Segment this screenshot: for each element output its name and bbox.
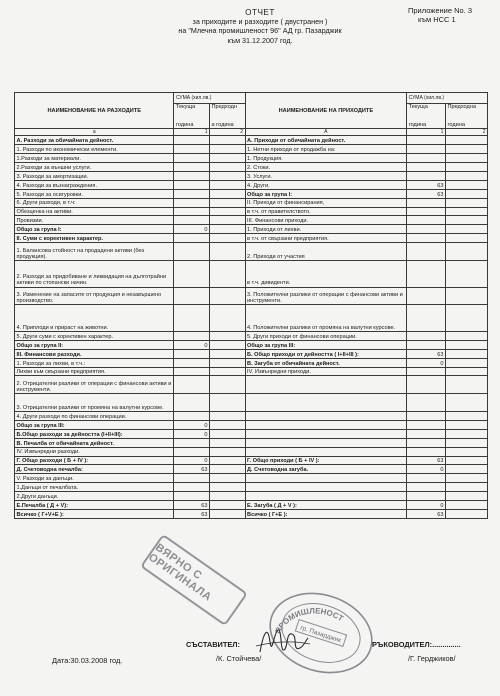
expenses-prev-year-header: Предходн а година <box>210 104 246 129</box>
income-current <box>407 287 446 305</box>
expense-label: 4. Приплоди и прираст на животни. <box>15 305 174 332</box>
income-current <box>407 198 446 207</box>
income-label: 3. Положителни разлики от операции с финансови активи и инструменти. <box>245 287 407 305</box>
income-label: 1. Нетни приходи от продажба на: <box>245 145 407 154</box>
income-previous <box>445 234 487 243</box>
expense-current <box>174 163 210 172</box>
expense-current <box>174 474 210 483</box>
income-current: 63 <box>407 509 446 518</box>
income-previous <box>445 198 487 207</box>
table-row <box>15 198 488 207</box>
income-label <box>245 412 407 421</box>
table-row <box>15 500 488 509</box>
income-current <box>407 163 446 172</box>
income-previous <box>445 305 487 332</box>
table-row <box>15 438 488 447</box>
expense-label: 1.Данъци от печалбата. <box>15 483 174 492</box>
expense-current <box>174 394 210 412</box>
expense-label: IV. Извънредни разходи. <box>15 447 174 456</box>
income-previous <box>445 340 487 349</box>
expense-current <box>174 154 210 163</box>
income-previous <box>445 349 487 358</box>
income-current-year-header: Текуща година <box>407 104 446 129</box>
income-header: НАИМЕНОВАНИЕ НА ПРИХОДИТЕ <box>245 93 407 129</box>
income-previous <box>445 465 487 474</box>
income-label: в т.ч. дивиденти. <box>245 260 407 287</box>
table-row <box>15 474 488 483</box>
report-date: Дата:30.03.2008 год. <box>52 656 123 665</box>
title-line-4: към 31.12.2007 год. <box>227 35 293 45</box>
expense-previous <box>210 429 246 438</box>
expense-current <box>174 438 210 447</box>
expense-previous <box>210 412 246 421</box>
income-current: 63 <box>407 189 446 198</box>
income-previous <box>445 394 487 412</box>
col-index-2-right: 2 <box>445 129 487 136</box>
table-row <box>15 367 488 376</box>
income-label: IV. Извънредни приходи. <box>245 367 407 376</box>
table-row <box>15 180 488 189</box>
table-row <box>15 171 488 180</box>
expense-current <box>174 180 210 189</box>
expense-previous <box>210 287 246 305</box>
expense-current <box>174 145 210 154</box>
expense-label: Провизии. <box>15 216 174 225</box>
expense-label: Общо за група III: <box>15 420 174 429</box>
expense-previous <box>210 180 246 189</box>
expense-label: 5. Разходи за осигуровки. <box>15 189 174 198</box>
income-current <box>407 474 446 483</box>
expense-label: II. Суми с корективен характер. <box>15 234 174 243</box>
table-row <box>15 456 488 465</box>
expense-label: 2.Други данъци. <box>15 492 174 501</box>
income-previous <box>445 447 487 456</box>
expense-previous <box>210 340 246 349</box>
expense-current <box>174 349 210 358</box>
table-row <box>15 420 488 429</box>
expense-label: 1.Разходи за материали. <box>15 154 174 163</box>
expense-previous <box>210 420 246 429</box>
income-current <box>407 376 446 394</box>
income-previous <box>445 456 487 465</box>
expense-label: Г. Общо разходи ( Б + IV ): <box>15 456 174 465</box>
expense-previous <box>210 447 246 456</box>
expenses-current-year-header: Текуща година <box>174 104 210 129</box>
income-label: Общо за група I: <box>245 189 407 198</box>
expense-previous <box>210 438 246 447</box>
expense-current <box>174 367 210 376</box>
income-label: Е. Загуба ( Д + V ): <box>245 500 407 509</box>
income-label: 3. Услуги. <box>245 171 407 180</box>
income-label: 1. Приходи от лихви. <box>245 225 407 234</box>
income-statement-table <box>14 92 488 519</box>
col-index-a: а <box>15 129 174 136</box>
income-label <box>245 429 407 438</box>
expense-label: Общо за група I: <box>15 225 174 234</box>
manager-name: /Г. Герджиков/ <box>408 654 456 663</box>
income-current: 63 <box>407 456 446 465</box>
income-label: Б. Общо приходи от дейността ( I+II+III ): <box>245 349 407 358</box>
income-prev-year-header: Предходна година <box>445 104 487 129</box>
expense-previous <box>210 216 246 225</box>
expense-previous <box>210 154 246 163</box>
expense-previous <box>210 465 246 474</box>
table-row <box>15 225 488 234</box>
expense-label: 3. Разходи за амортизации. <box>15 171 174 180</box>
expense-previous <box>210 394 246 412</box>
income-label: 2. Стоки. <box>245 163 407 172</box>
expense-current <box>174 287 210 305</box>
document-header <box>0 0 500 70</box>
seal-top-text: ПРОМИШЛЕНОСТ <box>273 606 345 636</box>
table-row <box>15 145 488 154</box>
income-current <box>407 447 446 456</box>
income-current <box>407 216 446 225</box>
income-label: 2. Приходи от участия <box>245 243 407 261</box>
title-line-1: ОТЧЕТ <box>245 8 275 17</box>
income-previous <box>445 189 487 198</box>
expense-current: 0 <box>174 429 210 438</box>
table-row <box>15 305 488 332</box>
income-current <box>407 420 446 429</box>
income-previous <box>445 376 487 394</box>
income-current <box>407 483 446 492</box>
table-row <box>15 394 488 412</box>
income-current <box>407 243 446 261</box>
income-previous <box>445 180 487 189</box>
table-row <box>15 447 488 456</box>
expense-label: 3. Изменение на запасите от продукция и незавършено производство. <box>15 287 174 305</box>
expense-current <box>174 305 210 332</box>
table-row <box>15 349 488 358</box>
expense-previous <box>210 243 246 261</box>
income-current <box>407 412 446 421</box>
table-row <box>15 340 488 349</box>
expense-label: Лихви към свързани предприятия. <box>15 367 174 376</box>
expense-label: В. Печалба от обичайната дейност. <box>15 438 174 447</box>
expense-label: А. Разходи за обичайната дейност. <box>15 136 174 145</box>
expense-label: 3. Отрицателни разлики от промяна на валутни курсове. <box>15 394 174 412</box>
expense-label: 2. Разходи за придобиване и ликвидация на дълготрайни активи по стопански начин. <box>15 260 174 287</box>
income-previous <box>445 358 487 367</box>
manager-label: РЪКОВОДИТЕЛ:.............. <box>372 640 461 649</box>
expense-current <box>174 332 210 341</box>
income-current: 0 <box>407 465 446 474</box>
income-current: 0 <box>407 500 446 509</box>
table-row <box>15 189 488 198</box>
income-previous <box>445 243 487 261</box>
expense-label: 2.Разходи за външни услуги. <box>15 163 174 172</box>
table-row <box>15 234 488 243</box>
income-current: 0 <box>407 358 446 367</box>
expense-label: 4. Други разходи по финансови операции. <box>15 412 174 421</box>
income-previous <box>445 500 487 509</box>
income-label <box>245 438 407 447</box>
table-row <box>15 243 488 261</box>
income-previous <box>445 509 487 518</box>
expense-current <box>174 216 210 225</box>
table-row <box>15 429 488 438</box>
compiler-label: СЪСТАВИТЕЛ: <box>186 640 240 649</box>
expense-label: 1. Разходи по икономически елементи. <box>15 145 174 154</box>
expense-previous <box>210 145 246 154</box>
expense-previous <box>210 474 246 483</box>
income-label: III. Финансови приходи. <box>245 216 407 225</box>
expense-current: 63 <box>174 509 210 518</box>
expense-previous <box>210 483 246 492</box>
expense-current <box>174 234 210 243</box>
table-row <box>15 216 488 225</box>
expense-previous <box>210 260 246 287</box>
expense-label: 4. Разходи за възнаграждения. <box>15 180 174 189</box>
income-current <box>407 438 446 447</box>
expense-current <box>174 198 210 207</box>
income-previous <box>445 260 487 287</box>
income-current: 63 <box>407 349 446 358</box>
expenses-header: НАИМЕНОВАНИЕ НА РАЗХОДИТЕ <box>15 93 174 129</box>
expense-label: Д. Счетоводна печалба: <box>15 465 174 474</box>
expense-previous <box>210 207 246 216</box>
expense-previous <box>210 332 246 341</box>
income-previous <box>445 225 487 234</box>
expense-label: III. Финансови разходи. <box>15 349 174 358</box>
income-label: в т.ч. от свързани предприятия. <box>245 234 407 243</box>
income-label: Г. Общо приходи ( Б + IV ): <box>245 456 407 465</box>
expense-previous <box>210 225 246 234</box>
expense-current <box>174 376 210 394</box>
income-label: 5. Други приходи от финансови операции. <box>245 332 407 341</box>
expense-previous <box>210 305 246 332</box>
expense-current: 0 <box>174 420 210 429</box>
income-previous <box>445 420 487 429</box>
income-current <box>407 154 446 163</box>
expense-current: 0 <box>174 340 210 349</box>
income-previous <box>445 287 487 305</box>
expense-label: Б.Общо разходи за дейността (I+II+III): <box>15 429 174 438</box>
expense-previous <box>210 509 246 518</box>
expense-current <box>174 358 210 367</box>
income-previous <box>445 145 487 154</box>
income-label: II. Приходи от финансирания, <box>245 198 407 207</box>
income-label <box>245 492 407 501</box>
income-previous <box>445 332 487 341</box>
annex-label <box>408 6 472 24</box>
income-label: А. Приходи от обичайната дейност. <box>245 136 407 145</box>
income-label <box>245 376 407 394</box>
table-row <box>15 376 488 394</box>
expense-previous <box>210 376 246 394</box>
expense-current <box>174 207 210 216</box>
income-label: Общо за група III: <box>245 340 407 349</box>
income-label <box>245 483 407 492</box>
table-row <box>15 136 488 145</box>
income-previous <box>445 136 487 145</box>
expense-label: 6. Други разходи, в т.ч: <box>15 198 174 207</box>
title-line-3: на "Млечна промишленост 96" АД гр. Пазарджик <box>178 26 342 36</box>
income-current <box>407 260 446 287</box>
income-previous <box>445 163 487 172</box>
expense-current <box>174 171 210 180</box>
expense-previous <box>210 456 246 465</box>
compiler-name: /К. Стойчева/ <box>216 654 262 663</box>
income-current <box>407 492 446 501</box>
income-current <box>407 145 446 154</box>
income-current <box>407 234 446 243</box>
expense-current <box>174 189 210 198</box>
seal-city-text: гр. Пазарджик <box>299 624 342 645</box>
expense-label: 5. Други суми с корективен характер. <box>15 332 174 341</box>
table-row <box>15 509 488 518</box>
income-current: 63 <box>407 180 446 189</box>
expense-previous <box>210 163 246 172</box>
expense-label: Е.Печалба ( Д + V): <box>15 500 174 509</box>
income-previous <box>445 438 487 447</box>
col-index-2: 2 <box>210 129 246 136</box>
expense-current: 63 <box>174 500 210 509</box>
income-current <box>407 429 446 438</box>
expense-current: 63 <box>174 465 210 474</box>
income-label: Д. Счетоводна загуба. <box>245 465 407 474</box>
income-current <box>407 207 446 216</box>
income-previous <box>445 474 487 483</box>
income-current <box>407 367 446 376</box>
table-row <box>15 287 488 305</box>
income-label: В. Загуба от обичайната дейност. <box>245 358 407 367</box>
income-label: 1. Продукция. <box>245 154 407 163</box>
expense-label: Обезценка на активи. <box>15 207 174 216</box>
income-previous <box>445 154 487 163</box>
col-index-1-right: 1 <box>407 129 446 136</box>
table-row <box>15 260 488 287</box>
income-label <box>245 394 407 412</box>
table-row <box>15 332 488 341</box>
expense-current <box>174 492 210 501</box>
expense-current <box>174 447 210 456</box>
expense-current: 0 <box>174 225 210 234</box>
income-label: в т.ч. от правителството. <box>245 207 407 216</box>
expense-current: 0 <box>174 456 210 465</box>
income-label <box>245 420 407 429</box>
expense-label: 2. Отрицателни разлики от операции с финансови активи и инструменти. <box>15 376 174 394</box>
annex-line-2: към НСС 1 <box>418 15 456 24</box>
report-title <box>130 8 390 45</box>
income-label: 4. Други. <box>245 180 407 189</box>
annex-line-1: Приложение No. 3 <box>408 6 472 15</box>
expense-previous <box>210 349 246 358</box>
expense-current <box>174 412 210 421</box>
income-current <box>407 171 446 180</box>
title-line-2: за приходите и разходите ( двустранен ) <box>192 17 328 27</box>
income-label <box>245 447 407 456</box>
expense-previous <box>210 500 246 509</box>
income-sum-header: СУМА (хил.лв.) <box>407 93 488 104</box>
table-row <box>15 412 488 421</box>
income-current <box>407 225 446 234</box>
income-previous <box>445 429 487 438</box>
col-index-1: 1 <box>174 129 210 136</box>
income-label <box>245 474 407 483</box>
expense-previous <box>210 492 246 501</box>
income-previous <box>445 171 487 180</box>
income-current <box>407 340 446 349</box>
income-previous <box>445 216 487 225</box>
expense-previous <box>210 198 246 207</box>
income-current <box>407 394 446 412</box>
income-previous <box>445 207 487 216</box>
expense-current <box>174 243 210 261</box>
expense-previous <box>210 136 246 145</box>
expense-previous <box>210 367 246 376</box>
income-previous <box>445 412 487 421</box>
income-current <box>407 305 446 332</box>
expense-previous <box>210 358 246 367</box>
expense-label: Всичко ( Г+V+Е ): <box>15 509 174 518</box>
income-previous <box>445 367 487 376</box>
table-row <box>15 358 488 367</box>
expense-label: 1. Разходи за лихви, в т.ч.: <box>15 358 174 367</box>
col-index-A: А <box>245 129 407 136</box>
expense-current <box>174 260 210 287</box>
table-row <box>15 163 488 172</box>
income-current <box>407 332 446 341</box>
expenses-sum-header: СУМА (хил.лв.) <box>174 93 245 104</box>
table-row <box>15 483 488 492</box>
table-row <box>15 492 488 501</box>
expense-previous <box>210 171 246 180</box>
expense-previous <box>210 189 246 198</box>
income-current <box>407 136 446 145</box>
income-label: Всичко ( Г+Е ): <box>245 509 407 518</box>
income-previous <box>445 483 487 492</box>
expense-label: 1. Балансова стойност на продадени активи (без продукция). <box>15 243 174 261</box>
income-previous <box>445 492 487 501</box>
table-row <box>15 207 488 216</box>
table-row <box>15 154 488 163</box>
expense-previous <box>210 234 246 243</box>
income-label: 4. Положителни разлики от промяна на валутни курсове. <box>245 305 407 332</box>
table-row <box>15 465 488 474</box>
expense-current <box>174 483 210 492</box>
certified-copy-stamp: ВЯРНО С ОРИГИНАЛА <box>140 534 248 626</box>
expense-current <box>174 136 210 145</box>
expense-label: V. Разходи за данъци. <box>15 474 174 483</box>
expense-label: Общо за група II: <box>15 340 174 349</box>
